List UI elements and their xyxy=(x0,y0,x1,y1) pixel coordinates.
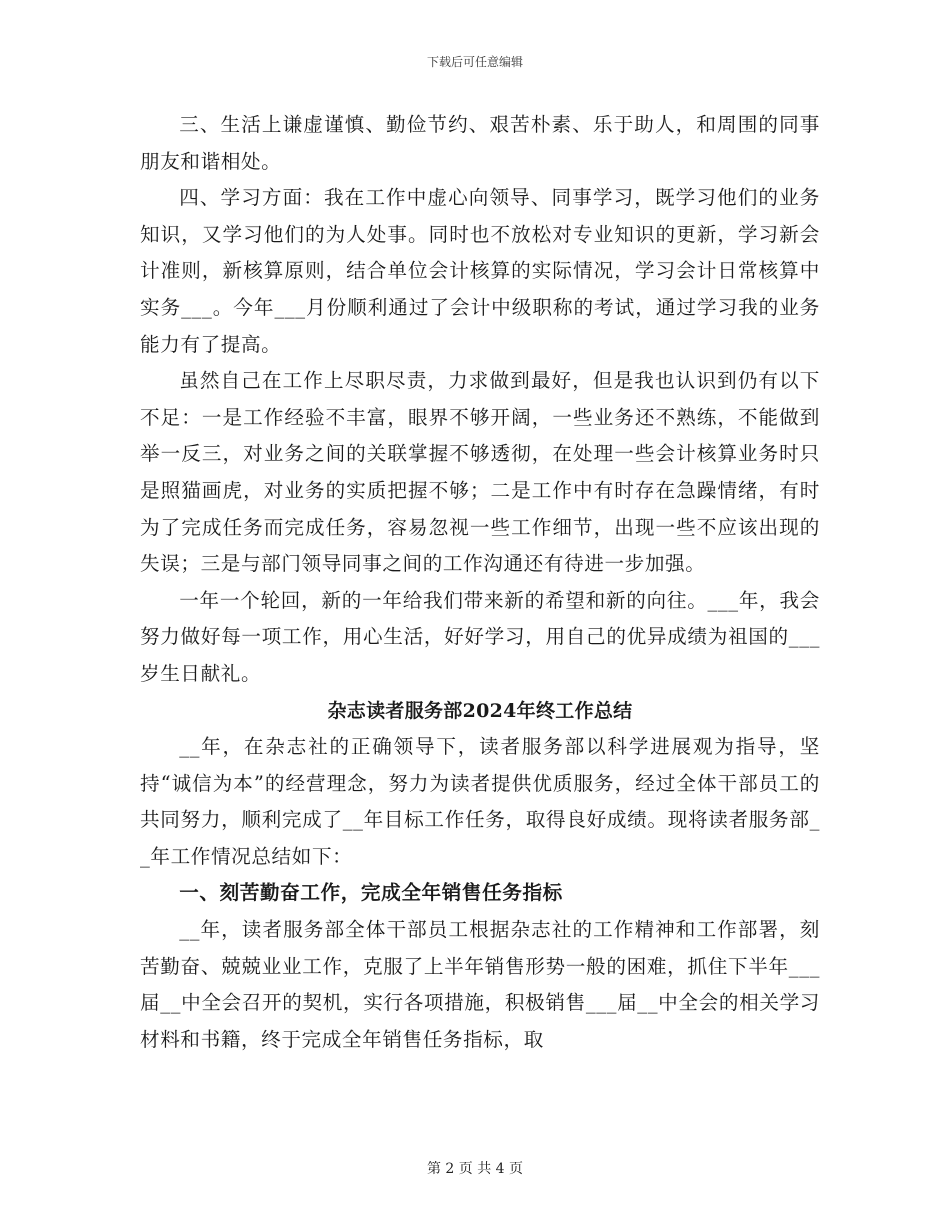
paragraph-summary-intro: __年，在杂志社的正确领导下，读者服务部以科学进展观为指导，坚持“诚信为本”的经营理念，努力为读者提供优质服务，经过全体干部员工的共同努力，顺利完成了__年目标工作任务，取得良好成绩。现将读者服务部__年工作情况总结如下： xyxy=(140,735,820,868)
section-title: 杂志读者服务部2024年终工作总结 xyxy=(327,699,633,722)
heading-sales-target: 一、刻苦勤奋工作，完成全年销售任务指标 xyxy=(179,881,563,905)
paragraph-sales-detail: __年，读者服务部全体干部员工根据杂志社的工作精神和工作部署，刻苦勤奋、兢兢业业工作，克服了上半年销售形势一般的困难，抓住下半年___届__中全会召开的契机，实行各项措施，积极销售___届__中全会的相关学习材料和书籍，终于完成全年销售任务指标，取 xyxy=(140,918,820,1051)
paragraph-study: 四、学习方面：我在工作中虚心向领导、同事学习，既学习他们的业务知识，又学习他们的为人处事。同时也不放松对专业知识的更新，学习新会计准则，新核算原则，结合单位会计核算的实际情况，学习会计日常核算中实务___。今年___月份顺利通过了会计中级职称的考试，通过学习我的业务能力有了提高。 xyxy=(140,186,820,356)
paragraph-shortcomings: 虽然自己在工作上尽职尽责，力求做到最好，但是我也认识到仍有以下不足：一是工作经验不丰富，眼界不够开阔，一些业务还不熟练，不能做到举一反三，对业务之间的关联掌握不够透彻，在处理一些会计核算业务时只是照猫画虎，对业务的实质把握不够；二是工作中有时存在急躁情绪，有时为了完成任务而完成任务，容易忽视一些工作细节，出现一些不应该出现的失误；三是与部门领导同事之间的工作沟通还有待进一步加强。 xyxy=(140,369,820,576)
paragraph-new-year: 一年一个轮回，新的一年给我们带来新的希望和新的向往。___年，我会努力做好每一项工作，用心生活，好好学习，用自己的优异成绩为祖国的___岁生日献礼。 xyxy=(140,588,820,685)
page-header: 下载后可任意编辑 xyxy=(426,55,523,69)
document-body xyxy=(140,107,820,1058)
paragraph-life-attitude: 三、生活上谦虚谨慎、勤俭节约、艰苦朴素、乐于助人，和周围的同事朋友和谐相处。 xyxy=(140,113,820,173)
page-footer: 第 2 页 共 4 页 xyxy=(426,1161,524,1177)
